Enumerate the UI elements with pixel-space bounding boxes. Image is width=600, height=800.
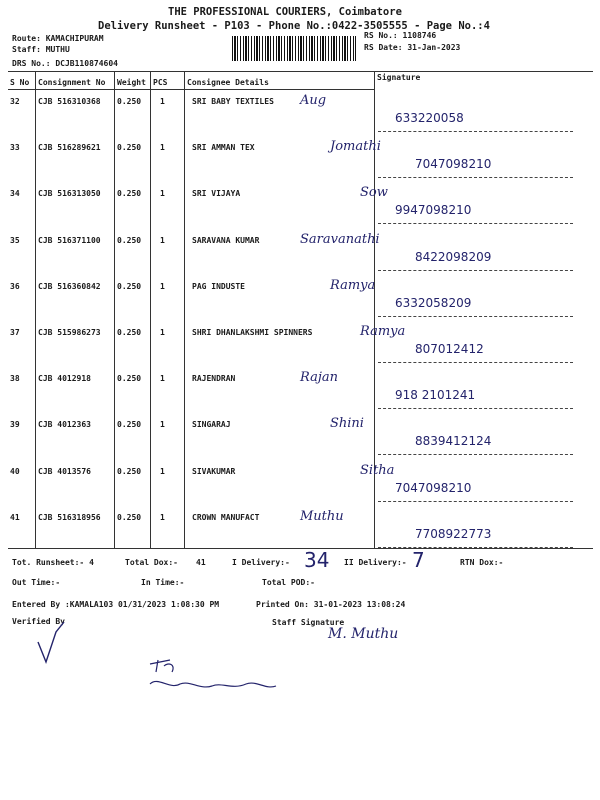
- drs-number: DRS No.: DCJB110874604: [12, 59, 118, 68]
- row-consignment-no: CJB 516313050: [38, 189, 101, 198]
- row-phone-handwritten: 8422098209: [415, 250, 492, 264]
- verified-by-label: Verified By: [12, 617, 65, 626]
- row-weight: 0.250: [117, 236, 142, 245]
- row-sno: 38: [10, 374, 20, 383]
- row-consignee: PAG INDUSTE: [192, 282, 245, 291]
- table-row: [0, 509, 600, 541]
- i-delivery-label: I Delivery:-: [232, 558, 290, 567]
- table-row: [0, 463, 600, 495]
- table-row: [0, 324, 600, 356]
- row-pcs: 1: [160, 420, 165, 429]
- row-pcs: 1: [160, 467, 165, 476]
- row-phone-handwritten: 9947098210: [395, 203, 472, 217]
- col-header-pcs: PCS: [153, 78, 168, 87]
- rs-date: RS Date: 31-Jan-2023: [364, 43, 461, 52]
- table-row: [0, 185, 600, 217]
- signature-dashed-line: [378, 223, 573, 224]
- total-dox-value: 41: [196, 558, 206, 567]
- signature-dashed-line: [378, 177, 573, 178]
- row-signature: Muthu: [300, 509, 344, 524]
- staff-signature-label: Staff Signature: [272, 618, 345, 627]
- table-row: [0, 278, 600, 310]
- table-row: [0, 139, 600, 171]
- row-weight: 0.250: [117, 189, 142, 198]
- barcode-image: [232, 36, 356, 61]
- row-sno: 32: [10, 97, 20, 106]
- table-row: [0, 370, 600, 402]
- col-header-consignment: Consignment No: [38, 78, 106, 87]
- row-sno: 41: [10, 513, 20, 522]
- row-consignment-no: CJB 515986273: [38, 328, 101, 337]
- row-phone-handwritten: 7708922773: [415, 527, 492, 541]
- row-consignee: RAJENDRAN: [192, 374, 236, 383]
- row-sno: 37: [10, 328, 20, 337]
- rs-number: RS No.: 1108746: [364, 31, 437, 40]
- row-consignee: SIVAKUMAR: [192, 467, 236, 476]
- total-dox-label: Total Dox:-: [125, 558, 178, 567]
- tot-runsheet: Tot. Runsheet:- 4: [12, 558, 94, 567]
- signature-dashed-line: [378, 408, 573, 409]
- row-consignee: SHRI DHANLAKSHMI SPINNERS: [192, 328, 313, 337]
- i-delivery-value: 34: [304, 548, 330, 572]
- row-weight: 0.250: [117, 143, 142, 152]
- row-weight: 0.250: [117, 420, 142, 429]
- row-consignment-no: CJB 4012918: [38, 374, 91, 383]
- row-phone-handwritten: 807012412: [415, 342, 484, 356]
- company-title: THE PROFESSIONAL COURIERS, Coimbatore: [168, 6, 402, 18]
- row-phone-handwritten: 7047098210: [395, 481, 472, 495]
- rtn-dox-label: RTN Dox:-: [460, 558, 504, 567]
- row-consignment-no: CJB 4012363: [38, 420, 91, 429]
- signature-dashed-line: [378, 316, 573, 317]
- col-header-weight: Weight: [117, 78, 146, 87]
- row-phone-handwritten: 633220058: [395, 111, 464, 125]
- col-header-consignee: Consignee Details: [187, 78, 269, 87]
- row-signature: Sow: [360, 185, 388, 200]
- ii-delivery-label: II Delivery:-: [344, 558, 407, 567]
- row-phone-handwritten: 918 2101241: [395, 388, 476, 402]
- row-consignment-no: CJB 516289621: [38, 143, 101, 152]
- row-weight: 0.250: [117, 282, 142, 291]
- signature-dashed-line: [378, 362, 573, 363]
- row-consignee: SRI VIJAYA: [192, 189, 241, 198]
- signature-dashed-line: [378, 131, 573, 132]
- route-label: Route: KAMACHIPURAM: [12, 34, 104, 43]
- row-phone-handwritten: 7047098210: [415, 157, 492, 171]
- row-consignment-no: CJB 516310368: [38, 97, 101, 106]
- row-signature: Sitha: [360, 463, 395, 478]
- out-time-label: Out Time:-: [12, 578, 61, 587]
- row-sno: 39: [10, 420, 20, 429]
- row-consignee: SARAVANA KUMAR: [192, 236, 260, 245]
- row-consignment-no: CJB 516371100: [38, 236, 101, 245]
- ii-delivery-value: 7: [412, 548, 425, 572]
- row-consignment-no: CJB 516360842: [38, 282, 101, 291]
- row-signature: Saravanathi: [300, 232, 380, 247]
- row-signature: Jomathi: [330, 139, 381, 154]
- row-weight: 0.250: [117, 97, 142, 106]
- row-signature: Aug: [300, 93, 327, 108]
- col-header-sno: S No: [10, 78, 30, 87]
- total-pod-label: Total POD:-: [262, 578, 315, 587]
- row-sno: 35: [10, 236, 20, 245]
- row-pcs: 1: [160, 282, 165, 291]
- row-sno: 33: [10, 143, 20, 152]
- row-weight: 0.250: [117, 374, 142, 383]
- table-row: [0, 93, 600, 125]
- row-pcs: 1: [160, 513, 165, 522]
- in-time-label: In Time:-: [141, 578, 185, 587]
- row-pcs: 1: [160, 189, 165, 198]
- staff-handwritten-signature: M. Muthu: [328, 626, 399, 642]
- printed-on: Printed On: 31-01-2023 13:08:24: [256, 600, 406, 609]
- row-consignee: SRI BABY TEXTILES: [192, 97, 274, 106]
- row-pcs: 1: [160, 236, 165, 245]
- signature-dashed-line: [378, 501, 573, 502]
- table-bottom-border: [8, 548, 593, 549]
- row-consignment-no: CJB 4013576: [38, 467, 91, 476]
- row-pcs: 1: [160, 97, 165, 106]
- runsheet-title: Delivery Runsheet - P103 - Phone No.:0422-3505555 - Page No.:4: [98, 20, 490, 32]
- entered-by: Entered By :KAMALA103 01/31/2023 1:08:30 PM: [12, 600, 220, 609]
- row-consignee: CROWN MANUFACT: [192, 513, 260, 522]
- row-pcs: 1: [160, 143, 165, 152]
- row-sno: 36: [10, 282, 20, 291]
- row-signature: Ramya: [330, 278, 376, 293]
- signature-dashed-line: [378, 454, 573, 455]
- row-weight: 0.250: [117, 328, 142, 337]
- table-header-border: [8, 89, 375, 90]
- row-signature: Rajan: [300, 370, 338, 385]
- col-header-signature: Signature: [377, 73, 421, 82]
- row-consignee: SINGARAJ: [192, 420, 231, 429]
- row-phone-handwritten: 6332058209: [395, 296, 472, 310]
- table-row: [0, 416, 600, 448]
- table-row: [0, 232, 600, 264]
- row-signature: Shini: [330, 416, 364, 431]
- row-weight: 0.250: [117, 467, 142, 476]
- row-pcs: 1: [160, 374, 165, 383]
- row-phone-handwritten: 8839412124: [415, 434, 492, 448]
- staff-label: Staff: MUTHU: [12, 45, 70, 54]
- row-consignee: SRI AMMAN TEX: [192, 143, 255, 152]
- row-consignment-no: CJB 516318956: [38, 513, 101, 522]
- row-sno: 40: [10, 467, 20, 476]
- row-pcs: 1: [160, 328, 165, 337]
- table-top-border: [8, 71, 593, 72]
- row-sno: 34: [10, 189, 20, 198]
- row-signature: Ramya: [360, 324, 406, 339]
- row-weight: 0.250: [117, 513, 142, 522]
- signature-dashed-line: [378, 270, 573, 271]
